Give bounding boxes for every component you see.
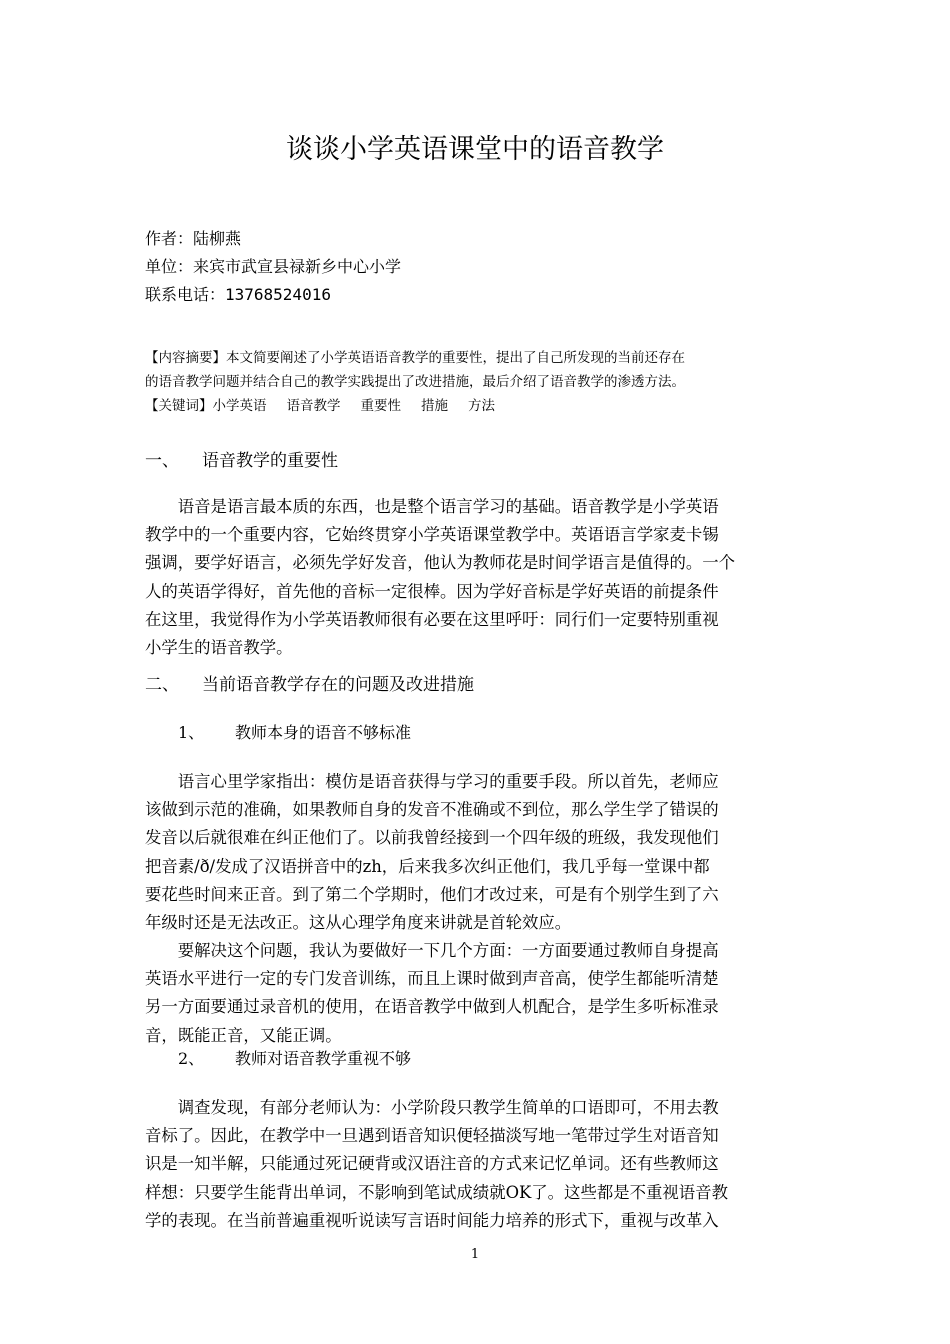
keywords-line bbox=[145, 394, 810, 418]
document-title: 谈谈小学英语课堂中的语音教学 bbox=[286, 134, 664, 165]
paragraph-line: 年级时还是无法改正。这从心理学角度来讲就是首轮效应。 bbox=[145, 912, 572, 932]
paragraph-line: 识是一知半解，只能通过死记硬背或汉语注音的方式来记忆单词。还有些教师这 bbox=[145, 1154, 719, 1174]
keyword: 方法 bbox=[468, 398, 495, 414]
keyword: 措施 bbox=[421, 398, 448, 414]
section-heading bbox=[145, 447, 338, 475]
paragraph-line: 人的英语学得好，首先他的音标一定很棒。因为学好音标是学好英语的前提条件 bbox=[145, 581, 719, 601]
paragraph-line: 语音是语言最本质的东西，也是整个语言学习的基础。语音教学是小学英语 bbox=[145, 497, 719, 516]
paragraph bbox=[145, 493, 810, 662]
keyword: 语音教学 bbox=[286, 398, 341, 414]
subsection-heading bbox=[178, 1045, 411, 1073]
keyword: 小学英语 bbox=[212, 398, 267, 414]
section-heading bbox=[145, 671, 474, 699]
keyword: 重要性 bbox=[360, 398, 401, 414]
paragraph bbox=[145, 768, 810, 937]
abstract-block bbox=[145, 346, 810, 418]
keywords-label: 【关键词】 bbox=[145, 398, 213, 414]
abstract-line: 的语音教学问题并结合自己的教学实践提出了改进措施，最后介绍了语音教学的渗透方法。 bbox=[145, 374, 685, 390]
paragraph-line: 该做到示范的准确，如果教师自身的发音不准确或不到位，那么学生学了错误的 bbox=[145, 800, 719, 820]
subsection-heading bbox=[178, 719, 411, 747]
paragraph-line: 调查发现，有部分老师认为：小学阶段只教学生简单的口语即可，不用去教 bbox=[145, 1098, 719, 1117]
paragraph-line: 语言心里学家指出：模仿是语音获得与学习的重要手段。所以首先，老师应 bbox=[145, 772, 719, 791]
paragraph bbox=[145, 1094, 810, 1235]
page-number: 1 bbox=[470, 1247, 480, 1262]
section-title: 语音教学的重要性 bbox=[202, 451, 338, 471]
paragraph-line: 学的表现。在当前普遍重视听说读写言语时间能力培养的形式下，重视与改革入 bbox=[145, 1210, 719, 1230]
paragraph-line: 样想：只要学生能背出单词，不影响到笔试成绩就OK了。这些都是不重视语音教 bbox=[145, 1182, 728, 1202]
paragraph-line: 小学生的语音教学。 bbox=[145, 637, 293, 657]
author-line: 作者：陆柳燕 bbox=[145, 229, 242, 248]
section-number: 一、 bbox=[145, 451, 179, 471]
paragraph-line: 另一方面要通过录音机的使用，在语音教学中做到人机配合，是学生多听标准录 bbox=[145, 997, 719, 1017]
paragraph bbox=[145, 937, 810, 1050]
paragraph-line: 发音以后就很难在纠正他们了。以前我曾经接到一个四年级的班级，我发现他们 bbox=[145, 828, 719, 848]
section-number: 二、 bbox=[145, 675, 179, 695]
paragraph-line: 把音素/ð/发成了汉语拼音中的zh，后来我多次纠正他们，我几乎每一堂课中都 bbox=[145, 856, 710, 876]
paragraph-line: 教学中的一个重要内容，它始终贯穿小学英语课堂教学中。英语语言学家麦卡锡 bbox=[145, 525, 719, 545]
subsection-title: 教师本身的语音不够标准 bbox=[235, 723, 412, 742]
section-title: 当前语音教学存在的问题及改进措施 bbox=[202, 675, 474, 695]
paragraph-line: 在这里，我觉得作为小学英语教师很有必要在这里呼吁：同行们一定要特别重视 bbox=[145, 609, 719, 629]
subsection-number: 2、 bbox=[178, 1049, 205, 1068]
paragraph-line: 强调，要学好语言，必须先学好发音，他认为教师花是时间学语言是值得的。一个 bbox=[145, 553, 736, 573]
subsection-title: 教师对语音教学重视不够 bbox=[235, 1049, 412, 1068]
paragraph-line: 要解决这个问题，我认为要做好一下几个方面：一方面要通过教师自身提高 bbox=[145, 941, 719, 960]
abstract-line: 【内容摘要】本文简要阐述了小学英语语音教学的重要性，提出了自己所发现的当前还存在 bbox=[145, 350, 685, 366]
paragraph-line: 音标了。因此，在教学中一旦遇到语音知识便轻描淡写地一笔带过学生对语音知 bbox=[145, 1126, 719, 1146]
unit-line: 单位：来宾市武宣县禄新乡中心小学 bbox=[145, 257, 402, 276]
subsection-number: 1、 bbox=[178, 723, 205, 742]
paragraph-line: 音，既能正音，又能正调。 bbox=[145, 1025, 342, 1045]
paragraph-line: 要花些时间来正音。到了第二个学期时，他们才改过来，可是有个别学生到了六 bbox=[145, 884, 719, 904]
author-info bbox=[145, 225, 401, 309]
phone-line: 联系电话：13768524016 bbox=[145, 285, 331, 304]
paragraph-line: 英语水平进行一定的专门发音训练，而且上课时做到声音高，使学生都能听清楚 bbox=[145, 969, 719, 989]
